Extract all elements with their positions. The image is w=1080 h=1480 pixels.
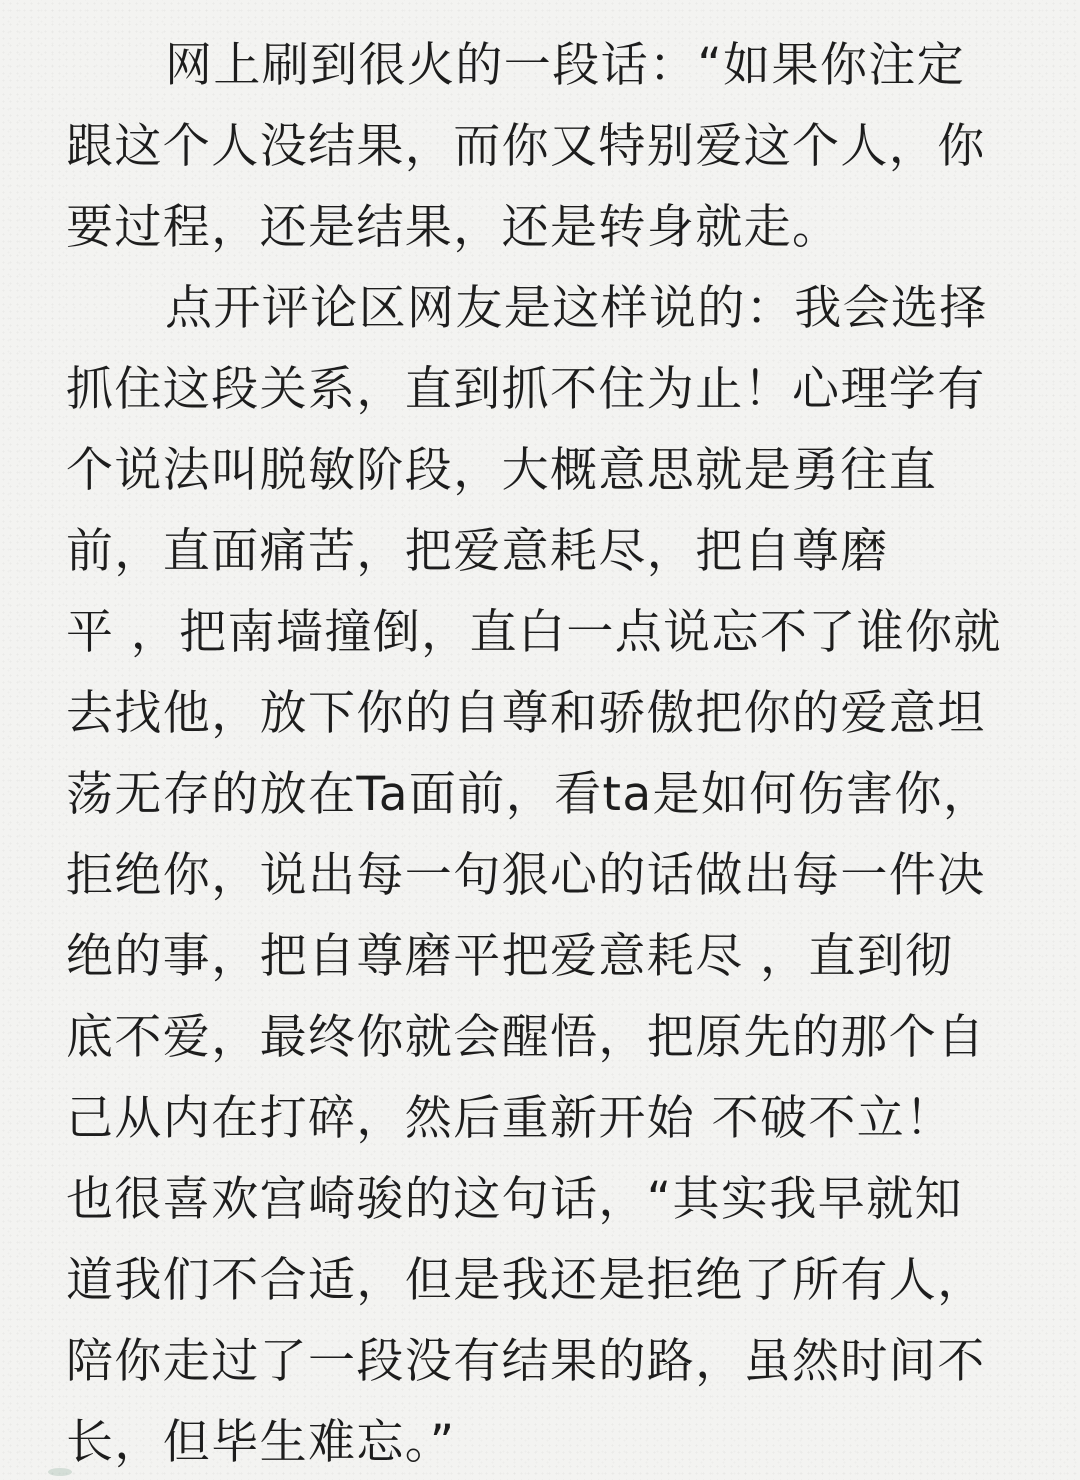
text-line-9: 去找他，放下你的自尊和骄傲把你的爱意坦 [66,686,986,741]
text-line-16: 道我们不合适，但是我还是拒绝了所有人， [66,1253,986,1308]
text-line-8: 平 ，把南墙撞倒，直白一点说忘不了谁你就 [66,605,1002,660]
text-line-6: 个说法叫脱敏阶段，大概意思就是勇往直 [66,443,938,498]
text-line-12: 绝的事，把自尊磨平把爱意耗尽 ，直到彻 [66,929,954,984]
text-line-14: 己从内在打碎，然后重新开始 不破不立！ [66,1091,954,1146]
text-line-17: 陪你走过了一段没有结果的路，虽然时间不 [66,1334,986,1389]
text-line-11: 拒绝你，说出每一句狠心的话做出每一件决 [66,848,986,903]
text-line-7: 前，直面痛苦，把爱意耗尽，把自尊磨 [66,524,889,579]
text-line-3: 要过程，还是结果，还是转身就走。 [66,200,841,255]
text-line-10: 荡无存的放在Ta面前，看ta是如何伤害你， [66,767,992,822]
text-line-15: 也很喜欢宫崎骏的这句话，“其实我早就知 [66,1172,963,1227]
text-line-5: 抓住这段关系，直到抓不住为止！心理学有 [66,362,986,417]
text-line-2: 跟这个人没结果，而你又特别爱这个人，你 [66,119,986,174]
text-line-18: 长，但毕生难忘。” [66,1415,456,1470]
text-line-4: 点开评论区网友是这样说的：我会选择 [165,281,988,336]
text-line-1: 网上刷到很火的一段话：“如果你注定 [165,38,966,93]
leaf-decoration-icon [48,1468,72,1476]
text-line-13: 底不爱，最终你就会醒悟，把原先的那个自 [66,1010,986,1065]
